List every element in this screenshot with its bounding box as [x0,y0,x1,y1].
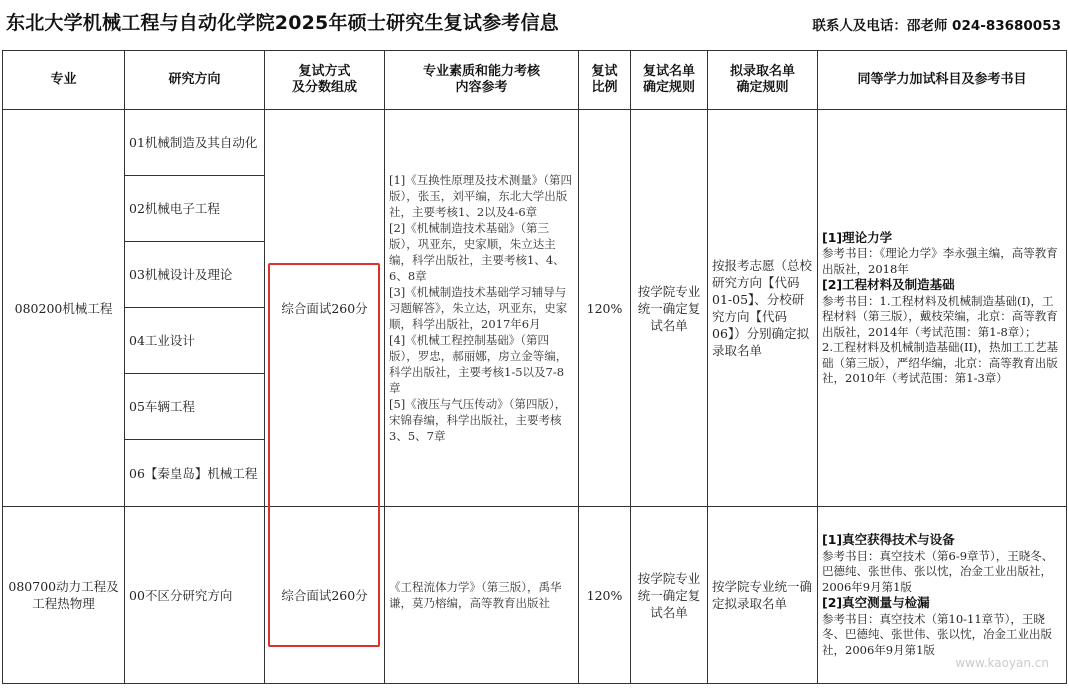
ratio-cell: 120% [579,110,631,507]
info-table [2,50,1067,684]
direction-cell: 04工业设计 [125,308,265,374]
method-cell: 综合面试260分 [265,507,385,684]
direction-cell: 03机械设计及理论 [125,242,265,308]
direction-cell: 02机械电子工程 [125,176,265,242]
direction-cell: 00不区分研究方向 [125,507,265,684]
major-cell: 080200机械工程 [3,110,125,507]
col-admit-rule: 拟录取名单 确定规则 [708,51,818,110]
col-equivalent: 同等学力加试科目及参考书目 [818,51,1067,110]
ratio-cell: 120% [579,507,631,684]
books-cell: 《工程流体力学》（第三版），禹华谦，莫乃榕编，高等教育出版社 [385,507,579,684]
list-rule-cell: 按学院专业统一确定复试名单 [631,110,708,507]
col-list-rule: 复试名单 确定规则 [631,51,708,110]
col-direction: 研究方向 [125,51,265,110]
direction-cell: 06【秦皇岛】机械工程 [125,440,265,507]
books-cell: [1]《互换性原理及技术测量》（第四版），张玉，刘平编，东北大学出版社，主要考核1、2以及4-6章 [2]《机械制造技术基础》（第三版），巩亚东，史家顺，朱立达主编，科学出版社，主要考核1、4、6、8章 [3]《机械制造技术基础学习辅导与习题解答》，朱立达，巩亚东，史家顺，科学出版社，2017年6月 [4]《机械工程控制基础》（第四版），罗忠，郝丽娜，房立金等编，科学出版社，主要考核1-5以及7-8章 [5]《液压与气压传动》（第四版），宋锦春编，科学出版社，主要考核3、5、7章 [385,110,579,507]
list-rule-cell: 按学院专业统一确定复试名单 [631,507,708,684]
method-cell: 综合面试260分 [265,110,385,507]
equivalent-cell: [1]理论力学 参考书目：《理论力学》李永强主编，高等教育出版社，2018年 [2]工程材料及制造基础 参考书目：1.工程材料及机械制造基础(I)，工程材料（第三版），戴枝荣编，北京：高等教育出版社，2014年（考试范围：第1-8章）； 2.工程材料及机械制造基础(II)，热加工工艺基础（第三版），严绍华编，北京：高等教育出版社，2010年（考试范围：第1-3章） [818,110,1067,507]
header-row [3,51,1067,110]
direction-cell: 01机械制造及其自动化 [125,110,265,176]
col-ratio: 复试 比例 [579,51,631,110]
col-major: 专业 [3,51,125,110]
table-row [3,110,1067,176]
page-title: 东北大学机械工程与自动化学院2025年硕士研究生复试参考信息 [6,12,559,34]
major-cell: 080700动力工程及工程热物理 [3,507,125,684]
admit-rule-cell: 按报考志愿（总校研究方向【代码01-05】、分校研究方向【代码06】）分别确定拟录取名单 [708,110,818,507]
col-method: 复试方式 及分数组成 [265,51,385,110]
watermark: www.kaoyan.cn [955,656,1049,670]
admit-rule-cell: 按学院专业统一确定拟录取名单 [708,507,818,684]
equivalent-cell: [1]真空获得技术与设备 参考书目：真空技术（第6-9章节），王晓冬、巴德纯、张世伟、张以忱，冶金工业出版社，2006年9月第1版 [2]真空测量与检漏 参考书目：真空技术（第10-11章节），王晓冬、巴德纯、张世伟、张以忱，冶金工业出版社，2006年9月第1版 [818,507,1067,684]
contact-info: 联系人及电话：邵老师 024-83680053 [812,18,1061,34]
col-content: 专业素质和能力考核 内容参考 [385,51,579,110]
direction-cell: 05车辆工程 [125,374,265,440]
table-row [3,507,1067,684]
